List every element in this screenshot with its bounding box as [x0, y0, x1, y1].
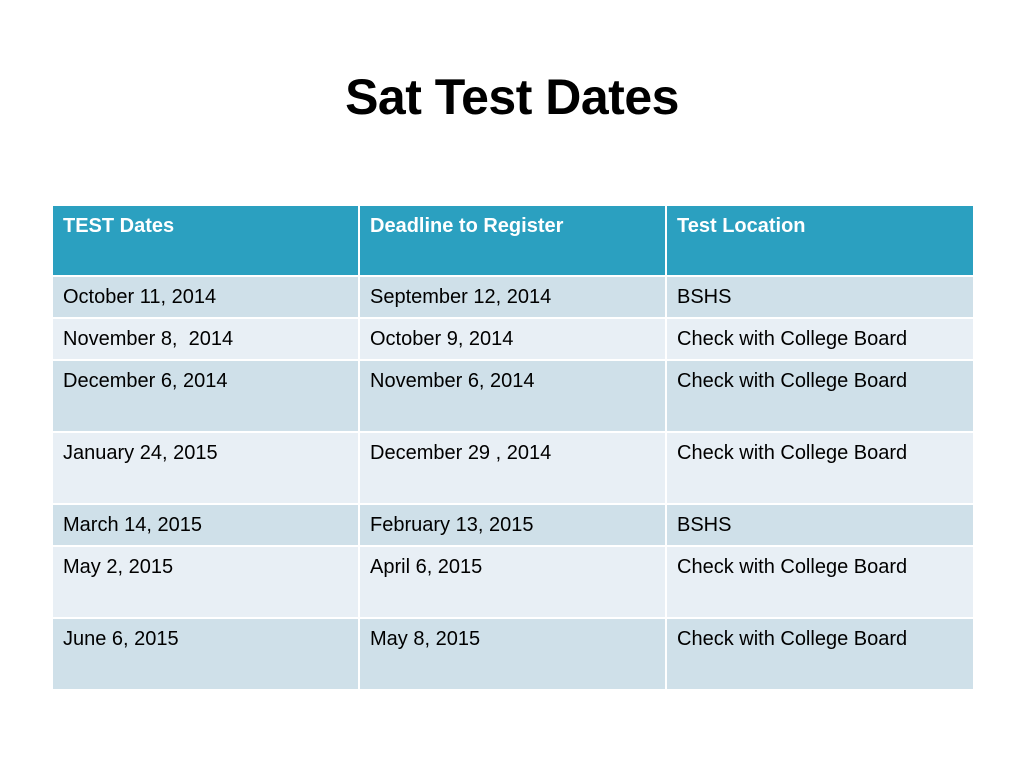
cell-location: Check with College Board — [666, 546, 974, 618]
cell-test-date: October 11, 2014 — [52, 276, 359, 318]
header-test-location: Test Location — [666, 205, 974, 276]
table-row — [52, 546, 974, 618]
cell-location: BSHS — [666, 276, 974, 318]
cell-test-date: January 24, 2015 — [52, 432, 359, 504]
table-row — [52, 318, 974, 360]
table-row — [52, 504, 974, 546]
cell-test-date: March 14, 2015 — [52, 504, 359, 546]
cell-test-date: December 6, 2014 — [52, 360, 359, 432]
cell-deadline: October 9, 2014 — [359, 318, 666, 360]
test-dates-table — [51, 204, 975, 691]
table-header-row — [52, 205, 974, 276]
cell-test-date: June 6, 2015 — [52, 618, 359, 690]
cell-deadline: February 13, 2015 — [359, 504, 666, 546]
cell-test-date: May 2, 2015 — [52, 546, 359, 618]
table-row — [52, 360, 974, 432]
header-test-dates: TEST Dates — [52, 205, 359, 276]
cell-deadline: November 6, 2014 — [359, 360, 666, 432]
slide-title: Sat Test Dates — [345, 69, 679, 125]
cell-location: Check with College Board — [666, 360, 974, 432]
table-row — [52, 432, 974, 504]
cell-location: BSHS — [666, 504, 974, 546]
cell-location: Check with College Board — [666, 318, 974, 360]
table-row — [52, 276, 974, 318]
header-deadline: Deadline to Register — [359, 205, 666, 276]
cell-deadline: September 12, 2014 — [359, 276, 666, 318]
cell-location: Check with College Board — [666, 618, 974, 690]
cell-test-date: November 8, 2014 — [52, 318, 359, 360]
cell-deadline: April 6, 2015 — [359, 546, 666, 618]
table-row — [52, 618, 974, 690]
cell-deadline: May 8, 2015 — [359, 618, 666, 690]
cell-location: Check with College Board — [666, 432, 974, 504]
cell-deadline: December 29 , 2014 — [359, 432, 666, 504]
